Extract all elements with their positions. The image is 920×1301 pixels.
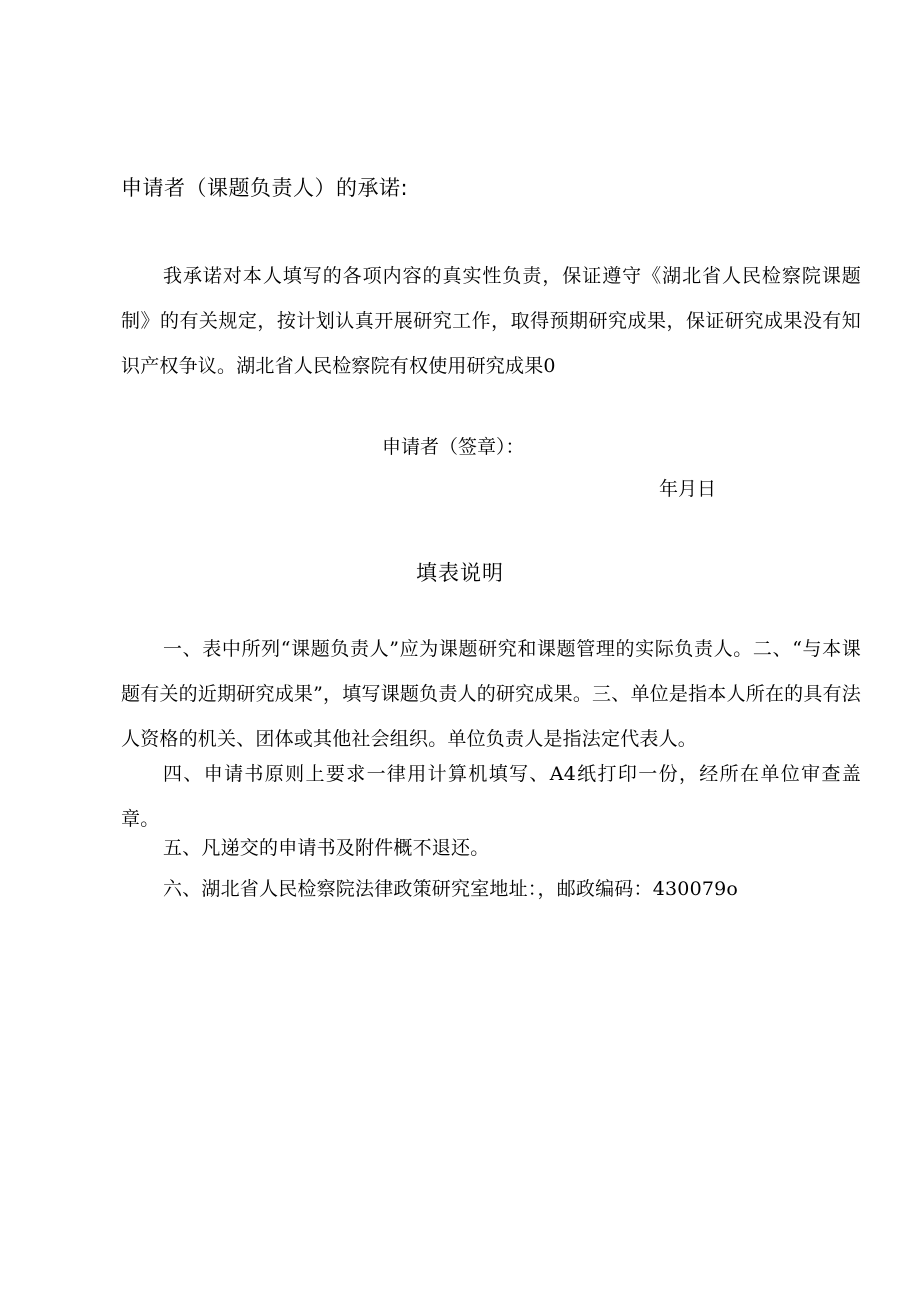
commitment-body: 我承诺对本人填写的各项内容的真实性负责，保证遵守《湖北省人民检察院课题制》的有关规定，按计划认真开展研究工作，取得预期研究成果，保证研究成果没有知识产权争议。湖北省人民检察院有权使用研究成果0 bbox=[121, 265, 861, 377]
instruction-item: 一、表中所列“课题负责人”应为课题研究和课题管理的实际负责人。二、“与本课题有关的近期研究成果”，填写课题负责人的研究成果。三、单位是指本人所在的具有法人资格的机关、团体或其他社会组织。单位负责人是指法定代表人。 bbox=[121, 638, 861, 750]
instructions-heading: 填表说明 bbox=[416, 561, 504, 585]
date-label: 年月日 bbox=[659, 478, 717, 500]
instruction-item: 四、申请书原则上要求一律用计算机填写、A4纸打印一份，经所在单位审查盖章。 bbox=[121, 763, 861, 830]
commitment-heading: 申请者（课题负责人）的承诺: bbox=[121, 176, 409, 200]
instruction-item: 五、凡递交的申请书及附件概不退还。 bbox=[163, 837, 490, 859]
instruction-item: 六、湖北省人民检察院法律政策研究室地址：，邮政编码：430079o bbox=[163, 878, 739, 900]
signature-label: 申请者（签章）： bbox=[382, 436, 525, 458]
